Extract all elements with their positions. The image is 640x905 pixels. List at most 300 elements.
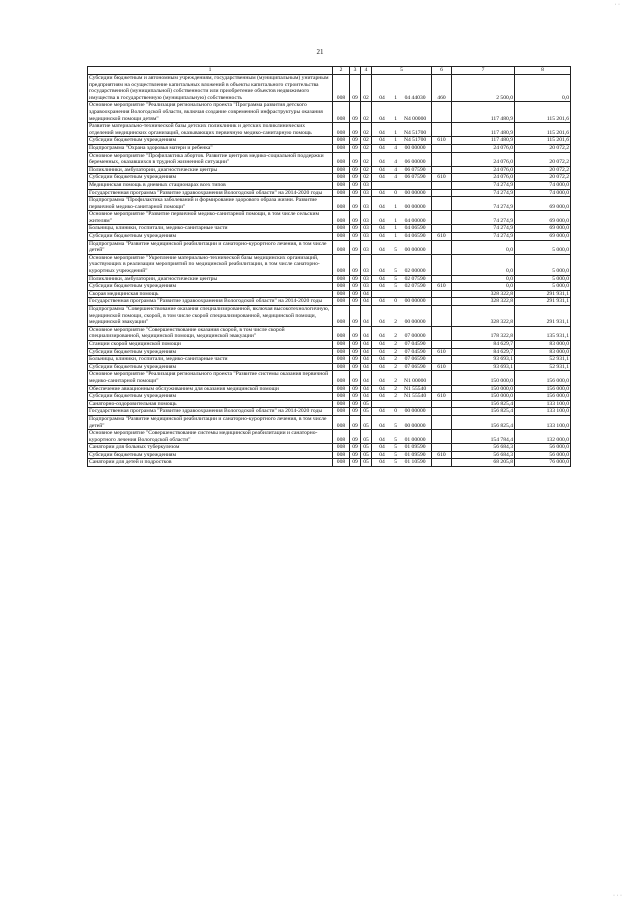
row-name: Подпрограмма "Совершенствование оказания специализированной, включая высокотехнологичную, медицинской помощи, скорой, в том числе скорой специализированной, медицинской помощи, медицинской эвакуации" [88, 306, 333, 327]
row-admin-code: 008 [333, 385, 350, 393]
row-program-code-part1: 04 [379, 436, 385, 443]
row-expense-type [432, 275, 452, 283]
row-admin-code: 008 [333, 254, 350, 275]
row-program-code-part2: 4 [394, 174, 397, 181]
row-subsection-code: 05 [361, 400, 372, 408]
row-amount-col7: 74 274,9 [452, 233, 515, 241]
row-admin-code: 008 [333, 233, 350, 241]
row-amount-col8: 20 072,2 [515, 152, 571, 166]
row-program-code-part2: 1 [394, 203, 397, 210]
row-name: Субсидии бюджетным и автономным учреждениям, государственным (муниципальным) унитарным предприятиям на осуществление капитальных вложений в объекты капитального строительства государственной (муниципальной) собственности или приобретение объектов недвижимого имущества в государственную (муниципальную) собственность [88, 75, 333, 102]
row-admin-code: 008 [333, 371, 350, 385]
row-program-code [372, 197, 432, 211]
row-amount-col7: 0,0 [452, 254, 515, 275]
row-program-code-part1: 04 [379, 137, 385, 144]
row-section-code: 09 [350, 290, 361, 298]
row-amount-col8: 156 000,0 [515, 371, 571, 385]
row-expense-type [432, 166, 452, 174]
row-expense-type [432, 356, 452, 364]
row-section-code: 09 [350, 275, 361, 283]
row-amount-col7: 74 274,9 [452, 197, 515, 211]
row-amount-col7: 117 480,9 [452, 123, 515, 137]
row-section-code: 09 [350, 444, 361, 452]
row-program-code-part3: 04 00000 [404, 217, 426, 224]
table-row [88, 197, 571, 211]
row-amount-col8: 74 000,0 [515, 189, 571, 197]
row-program-code [372, 444, 432, 452]
table-row [88, 240, 571, 254]
row-amount-col7: 56 684,3 [452, 451, 515, 459]
row-admin-code: 008 [333, 363, 350, 371]
row-program-code-part2: 5 [394, 247, 397, 254]
row-program-code-part1: 04 [379, 385, 385, 392]
row-amount-col7: 24 076,0 [452, 152, 515, 166]
row-amount-col7: 150 000,0 [452, 371, 515, 385]
row-subsection-code: 05 [361, 459, 372, 467]
row-program-code-part3: N4 51700 [403, 129, 427, 136]
row-amount-col7: 150 000,0 [452, 385, 515, 393]
row-expense-type [432, 225, 452, 233]
row-name: Подпрограмма "Охрана здоровья матери и ребенка" [88, 144, 333, 152]
row-program-code-part1: 04 [379, 408, 385, 415]
row-program-code-part1: 04 [379, 444, 385, 451]
row-expense-type: 610 [432, 348, 452, 356]
row-amount-col8: 132 000,0 [515, 430, 571, 444]
row-program-code-part2: 5 [394, 459, 397, 466]
row-section-code: 09 [350, 326, 361, 340]
row-program-code [372, 290, 432, 298]
table-row [88, 415, 571, 429]
row-program-code [372, 211, 432, 225]
table-row [88, 400, 571, 408]
table-row [88, 459, 571, 467]
row-program-code-part3: 04 06590 [404, 225, 426, 232]
table-row [88, 451, 571, 459]
row-subsection-code: 03 [361, 275, 372, 283]
row-program-code-part1: 04 [379, 348, 385, 355]
row-program-code-part2: 2 [394, 363, 397, 370]
row-admin-code: 008 [333, 415, 350, 429]
row-expense-type [432, 144, 452, 152]
row-amount-col8: 69 000,0 [515, 211, 571, 225]
row-program-code-part2: 0 [394, 408, 397, 415]
row-name: Субсидии бюджетным учреждениям [88, 233, 333, 241]
row-name: Субсидии бюджетным учреждениям [88, 348, 333, 356]
row-program-code-part2: 4 [394, 159, 397, 166]
row-amount-col8: 291 931,1 [515, 290, 571, 298]
row-program-code-part1: 04 [379, 451, 385, 458]
row-program-code-part3: 06 00000 [404, 159, 426, 166]
row-section-code: 09 [350, 298, 361, 306]
row-subsection-code: 04 [361, 393, 372, 401]
row-admin-code: 008 [333, 408, 350, 416]
row-amount-col8: 135 931,1 [515, 326, 571, 340]
row-expense-type: 610 [432, 283, 452, 291]
header-col-8: 8 [515, 67, 571, 75]
row-amount-col7: 56 684,3 [452, 444, 515, 452]
row-program-code [372, 408, 432, 416]
row-subsection-code: 03 [361, 181, 372, 189]
page-number: 21 [316, 48, 324, 56]
row-amount-col7: 74 274,9 [452, 181, 515, 189]
row-admin-code: 008 [333, 444, 350, 452]
row-program-code-part3: 01 00000 [404, 436, 426, 443]
row-amount-col7: 68 205,8 [452, 459, 515, 467]
row-section-code: 09 [350, 166, 361, 174]
row-program-code-part3: 02 00000 [404, 268, 426, 275]
row-amount-col7: 74 274,9 [452, 189, 515, 197]
row-program-code-part1: 04 [379, 225, 385, 232]
row-admin-code: 008 [333, 225, 350, 233]
row-program-code-part1: 04 [379, 247, 385, 254]
table-row [88, 102, 571, 123]
row-admin-code: 008 [333, 240, 350, 254]
row-section-code: 09 [350, 415, 361, 429]
row-program-code [372, 348, 432, 356]
row-amount-col7: 2 500,0 [452, 75, 515, 102]
row-amount-col7: 24 076,0 [452, 174, 515, 182]
row-program-code [372, 451, 432, 459]
row-program-code [372, 166, 432, 174]
row-amount-col7: 74 274,9 [452, 225, 515, 233]
row-name: Санатории для детей и подростков [88, 459, 333, 467]
table-row [88, 211, 571, 225]
row-admin-code: 008 [333, 137, 350, 145]
table-row [88, 306, 571, 327]
row-section-code: 09 [350, 385, 361, 393]
row-admin-code: 008 [333, 275, 350, 283]
row-amount-col7: 0,0 [452, 240, 515, 254]
table-row [88, 356, 571, 364]
row-program-code-part2: 5 [394, 268, 397, 275]
row-subsection-code: 03 [361, 283, 372, 291]
row-section-code: 09 [350, 340, 361, 348]
row-expense-type [432, 181, 452, 189]
row-program-code-part2: 1 [394, 137, 397, 144]
table-row [88, 326, 571, 340]
table-row [88, 144, 571, 152]
row-program-code [372, 306, 432, 327]
table-row [88, 385, 571, 393]
row-name: Государственная программа "Развитие здравоохранения Вологодской области" на 2014-2020 годы [88, 189, 333, 197]
table-row [88, 189, 571, 197]
row-program-code-part2: 0 [394, 298, 397, 305]
row-program-code-part3: N1 00000 [403, 377, 427, 384]
row-expense-type [432, 152, 452, 166]
row-subsection-code: 02 [361, 152, 372, 166]
row-program-code [372, 363, 432, 371]
row-amount-col8: 52 931,1 [515, 363, 571, 371]
row-amount-col8: 5 000,0 [515, 283, 571, 291]
table-row [88, 408, 571, 416]
row-program-code-part1: 04 [379, 233, 385, 240]
row-admin-code: 008 [333, 123, 350, 137]
row-program-code [372, 75, 432, 102]
budget-table [87, 66, 571, 467]
row-section-code: 09 [350, 371, 361, 385]
row-program-code-part1: 04 [379, 333, 385, 340]
row-amount-col7: 178 322,8 [452, 326, 515, 340]
header-col-2: 2 [333, 67, 350, 75]
row-expense-type [432, 444, 452, 452]
row-program-code-part3: 00 00000 [404, 247, 426, 254]
row-program-code [372, 371, 432, 385]
row-section-code: 09 [350, 283, 361, 291]
row-program-code-part3: 00 00000 [404, 408, 426, 415]
row-name: Основное мероприятие "Реализация регионального проекта "Развитие системы оказания первичной медико-санитарной помощи" [88, 371, 333, 385]
table-row [88, 275, 571, 283]
row-program-code [372, 326, 432, 340]
table-body [88, 75, 571, 467]
row-subsection-code: 02 [361, 123, 372, 137]
row-program-code-part3: 07 06590 [404, 356, 426, 363]
row-program-code-part3: 02 07590 [404, 275, 426, 282]
corner-mark-bottom: · · · [613, 893, 622, 899]
row-amount-col8: 0,0 [515, 75, 571, 102]
row-amount-col7: 93 693,1 [452, 363, 515, 371]
row-amount-col7: 328 322,8 [452, 290, 515, 298]
row-program-code-part2: 5 [394, 436, 397, 443]
row-program-code-part2: 1 [394, 233, 397, 240]
row-subsection-code: 04 [361, 326, 372, 340]
row-expense-type [432, 298, 452, 306]
row-section-code: 09 [350, 144, 361, 152]
row-program-code [372, 415, 432, 429]
row-section-code: 09 [350, 211, 361, 225]
row-amount-col8: 69 000,0 [515, 225, 571, 233]
row-subsection-code: 03 [361, 254, 372, 275]
row-section-code: 09 [350, 254, 361, 275]
row-program-code-part2: 5 [394, 275, 397, 282]
row-amount-col7: 156 825,4 [452, 408, 515, 416]
row-subsection-code: 04 [361, 363, 372, 371]
row-admin-code: 008 [333, 348, 350, 356]
row-admin-code: 008 [333, 102, 350, 123]
table-row [88, 254, 571, 275]
row-program-code-part1: 04 [379, 129, 385, 136]
row-program-code-part3: 01 10590 [404, 459, 426, 466]
row-subsection-code: 04 [361, 290, 372, 298]
row-expense-type [432, 400, 452, 408]
row-name: Субсидии бюджетным учреждениям [88, 174, 333, 182]
row-program-code-part1: 04 [379, 94, 385, 101]
table-row [88, 233, 571, 241]
table-row [88, 444, 571, 452]
row-subsection-code: 04 [361, 356, 372, 364]
row-amount-col7: 0,0 [452, 283, 515, 291]
row-program-code-part1: 04 [379, 377, 385, 384]
row-section-code: 09 [350, 393, 361, 401]
row-admin-code: 008 [333, 152, 350, 166]
row-program-code-part2: 4 [394, 144, 397, 151]
row-program-code [372, 174, 432, 182]
row-subsection-code: 03 [361, 189, 372, 197]
row-program-code-part2: 2 [394, 319, 397, 326]
row-section-code: 09 [350, 75, 361, 102]
row-section-code: 09 [350, 123, 361, 137]
row-amount-col7: 156 825,4 [452, 400, 515, 408]
row-name: Субсидии бюджетным учреждениям [88, 283, 333, 291]
row-section-code: 09 [350, 459, 361, 467]
row-admin-code: 008 [333, 290, 350, 298]
table-row [88, 348, 571, 356]
row-program-code [372, 459, 432, 467]
row-program-code-part2: 2 [394, 356, 397, 363]
row-program-code-part2: 5 [394, 444, 397, 451]
row-subsection-code: 04 [361, 298, 372, 306]
row-amount-col7: 117 480,9 [452, 102, 515, 123]
row-name: Подпрограмма "Профилактика заболеваний и формирование здорового образа жизни. Развитие первичной медико-санитарной помощи" [88, 197, 333, 211]
row-subsection-code: 04 [361, 340, 372, 348]
row-amount-col8: 156 000,0 [515, 385, 571, 393]
row-expense-type: 610 [432, 174, 452, 182]
row-program-code [372, 189, 432, 197]
row-amount-col7: 74 274,9 [452, 211, 515, 225]
table-row [88, 75, 571, 102]
header-col-4: 4 [361, 67, 372, 75]
row-program-code-part1: 04 [379, 356, 385, 363]
row-expense-type: 610 [432, 451, 452, 459]
row-section-code: 09 [350, 363, 361, 371]
table-row [88, 123, 571, 137]
row-admin-code: 008 [333, 393, 350, 401]
row-name: Больницы, клиники, госпитали, медико-санитарные части [88, 225, 333, 233]
row-program-code-part2: 1 [394, 94, 397, 101]
row-program-code-part1: 04 [379, 393, 385, 400]
row-admin-code: 008 [333, 181, 350, 189]
row-section-code: 09 [350, 306, 361, 327]
row-program-code-part1: 04 [379, 268, 385, 275]
row-name: Медицинская помощь в дневных стационарах всех типов [88, 181, 333, 189]
row-program-code-part1: 04 [379, 283, 385, 290]
row-program-code-part1: 04 [379, 363, 385, 370]
row-section-code: 09 [350, 356, 361, 364]
row-program-code [372, 283, 432, 291]
row-subsection-code: 03 [361, 211, 372, 225]
row-program-code-part2: 2 [394, 340, 397, 347]
row-subsection-code: 03 [361, 233, 372, 241]
row-admin-code: 008 [333, 459, 350, 467]
row-program-code-part1: 04 [379, 459, 385, 466]
row-program-code-part2: 0 [394, 189, 397, 196]
row-amount-col8: 56 000,0 [515, 444, 571, 452]
row-expense-type [432, 371, 452, 385]
row-program-code-part1: 04 [379, 144, 385, 151]
row-name: Субсидии бюджетным учреждениям [88, 137, 333, 145]
table-row [88, 137, 571, 145]
row-subsection-code: 02 [361, 137, 372, 145]
table-row [88, 283, 571, 291]
row-section-code: 09 [350, 197, 361, 211]
row-expense-type: 610 [432, 363, 452, 371]
row-name: Подпрограмма "Развитие медицинской реабилитации и санаторно-курортного лечения, в том числе детей" [88, 415, 333, 429]
row-name: Станции скорой медицинской помощи [88, 340, 333, 348]
row-name: Государственная программа "Развитие здравоохранения Вологодской области" на 2014-2020 годы [88, 298, 333, 306]
row-amount-col8: 133 100,0 [515, 415, 571, 429]
header-col-7: 7 [452, 67, 515, 75]
row-amount-col7: 0,0 [452, 275, 515, 283]
table-row [88, 371, 571, 385]
row-program-code-part3: 00 00000 [404, 422, 426, 429]
row-expense-type [432, 326, 452, 340]
row-subsection-code: 03 [361, 240, 372, 254]
row-program-code-part3: N1 55540 [403, 385, 427, 392]
row-program-code-part3: 00 00000 [404, 144, 426, 151]
row-program-code-part2: 2 [394, 333, 397, 340]
row-expense-type [432, 197, 452, 211]
row-subsection-code: 02 [361, 144, 372, 152]
row-subsection-code: 05 [361, 444, 372, 452]
row-subsection-code: 03 [361, 197, 372, 211]
row-amount-col8: 156 000,0 [515, 393, 571, 401]
row-amount-col8: 20 072,2 [515, 174, 571, 182]
row-name: Основное мероприятие "Совершенствование оказания скорой, в том числе скорой специализированной, медицинской помощи, медицинской эвакуации" [88, 326, 333, 340]
row-name: Основное мероприятие "Реализация регионального проекта "Программа развития детского здравоохранения Вологодской области, включая создание современной инфраструктуры оказания медицинской помощи детям" [88, 102, 333, 123]
row-subsection-code: 02 [361, 102, 372, 123]
row-subsection-code: 05 [361, 415, 372, 429]
row-subsection-code: 04 [361, 371, 372, 385]
row-program-code [372, 356, 432, 364]
row-section-code: 09 [350, 451, 361, 459]
row-name: Больницы, клиники, госпитали, медико-санитарные части [88, 356, 333, 364]
row-section-code: 09 [350, 189, 361, 197]
row-program-code-part2: 1 [394, 217, 397, 224]
row-name: Обеспечение авиационным обслуживанием для оказания медицинской помощи [88, 385, 333, 393]
row-subsection-code: 02 [361, 166, 372, 174]
header-col-6: 6 [432, 67, 452, 75]
row-name: Основное мероприятие "Совершенствование системы медицинской реабилитации и санаторно-курортного лечения Вологодской области" [88, 430, 333, 444]
row-section-code: 09 [350, 152, 361, 166]
row-name: Подпрограмма "Развитие медицинской реабилитации и санаторно-курортного лечения, в том числе детей" [88, 240, 333, 254]
row-section-code: 09 [350, 348, 361, 356]
table-row [88, 430, 571, 444]
row-amount-col8: 291 931,1 [515, 298, 571, 306]
row-name: Основное мероприятие "Укрепление материально-технической базы медицинских организаций, участвующих в реализации мероприятий по медицинской реабилитации, в том числе санаторно-курортных учреждений" [88, 254, 333, 275]
row-amount-col8: 133 100,0 [515, 408, 571, 416]
row-program-code-part1: 04 [379, 115, 385, 122]
row-program-code [372, 144, 432, 152]
row-amount-col7: 328 322,8 [452, 298, 515, 306]
row-section-code: 09 [350, 400, 361, 408]
table-row [88, 298, 571, 306]
row-amount-col7: 84 629,7 [452, 348, 515, 356]
row-amount-col8: 115 201,6 [515, 137, 571, 145]
row-admin-code: 008 [333, 306, 350, 327]
row-program-code-part2: 1 [394, 115, 397, 122]
row-program-code-part3: 07 04590 [404, 348, 426, 355]
row-amount-col8: 115 201,6 [515, 123, 571, 137]
row-program-code [372, 393, 432, 401]
row-name: Поликлиники, амбулатории, диагностические центры [88, 275, 333, 283]
row-program-code [372, 123, 432, 137]
row-subsection-code: 05 [361, 430, 372, 444]
row-expense-type: 610 [432, 137, 452, 145]
row-expense-type [432, 306, 452, 327]
row-program-code-part3: 07 00000 [404, 333, 426, 340]
row-subsection-code: 03 [361, 225, 372, 233]
row-program-code-part3: 07 06590 [404, 363, 426, 370]
row-section-code: 09 [350, 137, 361, 145]
row-name: Субсидии бюджетным учреждениям [88, 363, 333, 371]
row-program-code-part2: 2 [394, 377, 397, 384]
row-program-code-part3: 00 00000 [404, 189, 426, 196]
row-program-code-part1: 04 [379, 159, 385, 166]
row-expense-type [432, 102, 452, 123]
row-section-code: 09 [350, 181, 361, 189]
row-admin-code: 008 [333, 75, 350, 102]
header-col-3: 3 [350, 67, 361, 75]
row-expense-type [432, 211, 452, 225]
